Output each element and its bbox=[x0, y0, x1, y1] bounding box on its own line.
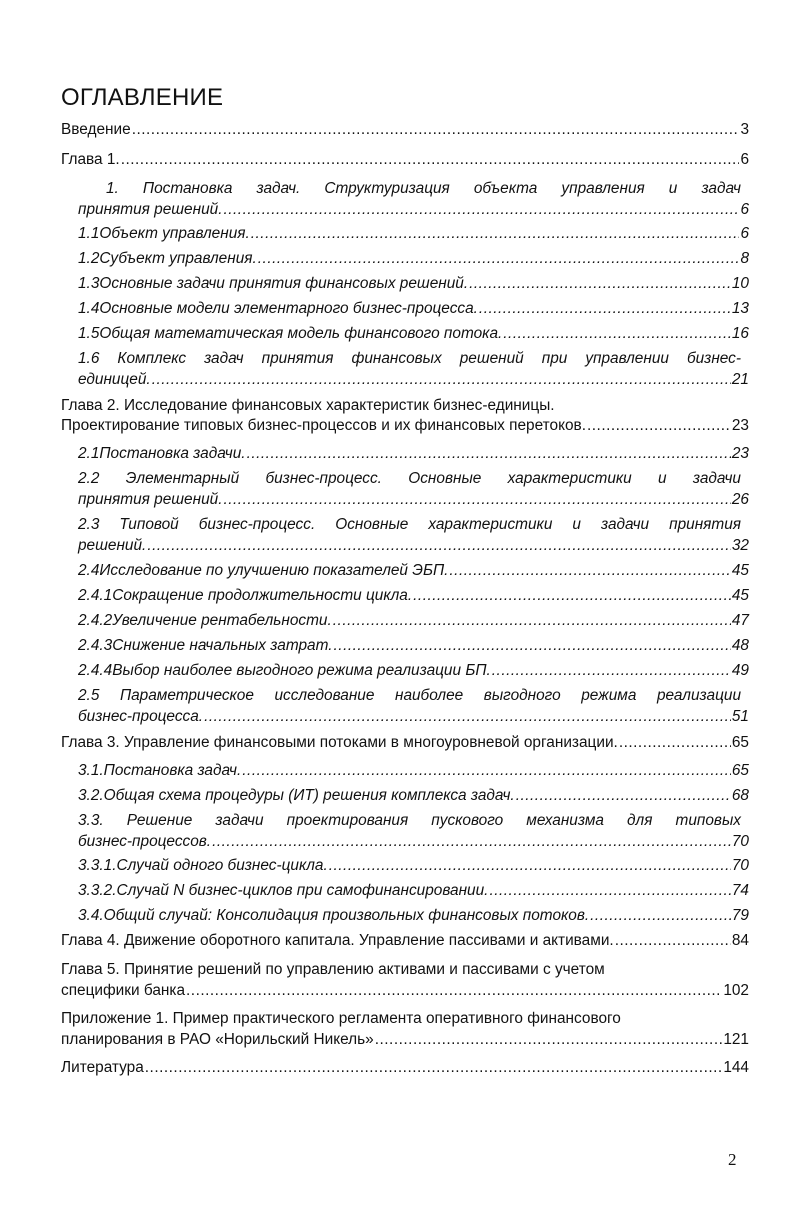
toc-entry-text: единицей. bbox=[78, 371, 151, 388]
toc-entry-1-2[interactable] bbox=[78, 249, 749, 269]
toc-entry-1-4[interactable] bbox=[78, 299, 749, 319]
section-number: 3.1. bbox=[78, 762, 104, 779]
toc-page-number: 13 bbox=[731, 300, 749, 317]
section-number: 2.4.3 bbox=[78, 637, 113, 654]
leader-dots bbox=[375, 1030, 723, 1050]
toc-entry-3-3-1[interactable] bbox=[78, 856, 749, 876]
leader-dots bbox=[212, 832, 731, 852]
section-number: 2.4.2 bbox=[78, 612, 113, 629]
toc-entry-3-3-2[interactable] bbox=[78, 881, 749, 901]
toc-entry-chapter-4[interactable] bbox=[61, 931, 749, 951]
toc-page-number: 23 bbox=[731, 445, 749, 462]
toc-entry-3-4[interactable] bbox=[78, 906, 749, 926]
leader-dots bbox=[147, 536, 731, 556]
toc-entry-appendix-1-line1[interactable] bbox=[61, 1009, 749, 1029]
toc-page-number: 68 bbox=[731, 787, 749, 804]
toc-entry-text: Случай N бизнес-циклов при самофинансировании. bbox=[116, 882, 489, 899]
toc-entry-2-4-1[interactable] bbox=[78, 586, 749, 606]
toc-entry-text: Глава 3. Управление финансовыми потоками в многоуровневой организации. bbox=[61, 734, 618, 751]
toc-entry-text: Проектирование типовых бизнес-процессов и их финансовых перетоков. bbox=[61, 417, 586, 434]
toc-entry-text: бизнес-процесса. bbox=[78, 708, 204, 725]
leader-dots bbox=[516, 786, 731, 806]
leader-dots bbox=[503, 324, 731, 344]
section-number: 2.4.1 bbox=[78, 587, 113, 604]
leader-dots bbox=[333, 611, 731, 631]
toc-entry-text: Глава 4. Движение оборотного капитала. Управление пассивами и активами. bbox=[61, 932, 614, 949]
toc-page-number: 48 bbox=[731, 637, 749, 654]
toc-entry-intro[interactable] bbox=[61, 120, 749, 140]
toc-page-number: 26 bbox=[731, 491, 749, 508]
toc-entry-text: Увеличение рентабельности. bbox=[112, 612, 332, 629]
toc-page-number: 45 bbox=[731, 562, 749, 579]
leader-dots bbox=[615, 931, 731, 951]
toc-page-number: 84 bbox=[731, 932, 749, 949]
leader-dots bbox=[258, 249, 740, 269]
leader-dots bbox=[334, 636, 731, 656]
toc-entry-text: Случай одного бизнес-цикла. bbox=[116, 857, 328, 874]
toc-entry-text: Исследование по улучшению показателей ЭБП. bbox=[99, 562, 449, 579]
toc-entry-1-5[interactable] bbox=[78, 324, 749, 344]
toc-page-number: 3 bbox=[740, 121, 749, 138]
toc-entry-text: Глава 2. Исследование финансовых характеристик бизнес-единицы. bbox=[61, 397, 555, 414]
toc-page-number: 6 bbox=[740, 151, 749, 168]
toc-entry-2-1[interactable] bbox=[78, 444, 749, 464]
toc-page-number: 45 bbox=[731, 587, 749, 604]
toc-entry-2-3-line1[interactable]: 2.3 Типовой бизнес-процесс. Основные характеристики и задачи принятия bbox=[78, 516, 741, 533]
section-number: 1.4 bbox=[78, 300, 100, 317]
leader-dots bbox=[186, 981, 722, 1001]
toc-entry-text: Сокращение продолжительности цикла. bbox=[112, 587, 413, 604]
toc-entry-text: Общая математическая модель финансового потока. bbox=[99, 325, 503, 342]
toc-entry-text: Введение bbox=[61, 121, 131, 138]
leader-dots bbox=[449, 561, 730, 581]
toc-page-number: 21 bbox=[731, 371, 749, 388]
toc-page-number: 144 bbox=[723, 1059, 749, 1076]
toc-entry-3-3-line1[interactable]: 3.3. Решение задачи проектирования пускового механизма для типовых bbox=[78, 812, 741, 829]
toc-page-number: 70 bbox=[731, 833, 749, 850]
toc-entry-2-4-3[interactable] bbox=[78, 636, 749, 656]
leader-dots bbox=[223, 200, 739, 220]
leader-dots bbox=[590, 906, 731, 926]
toc-page-number: 8 bbox=[740, 250, 749, 267]
leader-dots bbox=[492, 661, 731, 681]
section-number: 1.5 bbox=[78, 325, 100, 342]
toc-entry-2-2-line2[interactable] bbox=[78, 490, 749, 510]
leader-dots bbox=[479, 299, 731, 319]
toc-entry-text: Глава 1. bbox=[61, 151, 120, 168]
leader-dots bbox=[247, 444, 731, 464]
toc-page-number: 121 bbox=[723, 1031, 749, 1048]
toc-entry-2-4-2[interactable] bbox=[78, 611, 749, 631]
toc-page-number: 102 bbox=[723, 982, 749, 999]
section-number: 3.2. bbox=[78, 787, 104, 804]
toc-page-number: 16 bbox=[731, 325, 749, 342]
toc-entry-text: Снижение начальных затрат. bbox=[112, 637, 333, 654]
toc-entry-1-6-line2[interactable] bbox=[78, 370, 749, 390]
leader-dots bbox=[489, 881, 730, 901]
toc-entry-text: Основные модели элементарного бизнес-процесса. bbox=[99, 300, 478, 317]
toc-entry-1-line2[interactable] bbox=[78, 200, 749, 220]
leader-dots bbox=[587, 416, 731, 436]
toc-entry-chapter-2-line2[interactable] bbox=[61, 416, 749, 436]
toc-entry-2-5-line1[interactable]: 2.5 Параметрическое исследование наиболее выгодного режима реализации bbox=[78, 687, 741, 704]
toc-entry-text: Общий случай: Консолидация произвольных финансовых потоков. bbox=[103, 907, 590, 924]
section-number: 2.4.4 bbox=[78, 662, 113, 679]
toc-page-number: 6 bbox=[740, 225, 749, 242]
toc-entry-text: Глава 5. Принятие решений по управлению активами и пассивами с учетом bbox=[61, 961, 605, 978]
toc-page-number: 51 bbox=[731, 708, 749, 725]
toc-entry-text: бизнес-процессов. bbox=[78, 833, 212, 850]
toc-entry-text: Общая схема процедуры (ИТ) решения комплекса задач. bbox=[103, 787, 515, 804]
leader-dots bbox=[242, 761, 731, 781]
leader-dots bbox=[121, 150, 740, 170]
leader-dots bbox=[132, 120, 740, 140]
toc-entry-text: Субъект управления. bbox=[99, 250, 257, 267]
leader-dots bbox=[223, 490, 730, 510]
toc-entry-3-2[interactable] bbox=[78, 786, 749, 806]
toc-page-number: 65 bbox=[731, 762, 749, 779]
section-number: 3.3.2. bbox=[78, 882, 117, 899]
toc-entry-appendix-1-line2[interactable] bbox=[61, 1030, 749, 1050]
section-number: 1.2 bbox=[78, 250, 100, 267]
toc-entry-text: Литература bbox=[61, 1059, 144, 1076]
toc-entry-3-1[interactable] bbox=[78, 761, 749, 781]
toc-entry-text: Постановка задачи. bbox=[99, 445, 246, 462]
toc-entry-1-1[interactable] bbox=[78, 224, 749, 244]
section-number: 3.3.1. bbox=[78, 857, 117, 874]
leader-dots bbox=[152, 370, 731, 390]
toc-page-number: 10 bbox=[731, 275, 749, 292]
toc-entry-literature[interactable] bbox=[61, 1058, 749, 1078]
toc-entry-text: принятия решений. bbox=[78, 201, 223, 218]
toc-entry-text: Постановка задач. bbox=[103, 762, 242, 779]
leader-dots bbox=[413, 586, 731, 606]
toc-page-number: 49 bbox=[731, 662, 749, 679]
leader-dots bbox=[204, 707, 731, 727]
toc-page-number: 23 bbox=[731, 417, 749, 434]
toc-entry-text: решений. bbox=[78, 537, 147, 554]
toc-entry-text: принятия решений. bbox=[78, 491, 223, 508]
toc-entry-chapter-1[interactable] bbox=[61, 150, 749, 170]
toc-entry-chapter-5-line2[interactable] bbox=[61, 981, 749, 1001]
toc-entry-2-3-line2[interactable] bbox=[78, 536, 749, 556]
toc-entry-chapter-2-line1[interactable] bbox=[61, 396, 749, 416]
toc-page-number: 79 bbox=[731, 907, 749, 924]
toc-entry-text: Выбор наиболее выгодного режима реализации БП. bbox=[112, 662, 491, 679]
toc-page-number: 70 bbox=[731, 857, 749, 874]
toc-heading: ОГЛАВЛЕНИЕ bbox=[61, 84, 224, 111]
toc-entry-chapter-3[interactable] bbox=[61, 733, 749, 753]
toc-page-number: 74 bbox=[731, 882, 749, 899]
leader-dots bbox=[619, 733, 731, 753]
toc-entry-text: Объект управления. bbox=[99, 225, 250, 242]
toc-entry-2-4[interactable] bbox=[78, 561, 749, 581]
section-number: 1.1 bbox=[78, 225, 100, 242]
toc-page-number: 32 bbox=[731, 537, 749, 554]
page-number: 2 bbox=[728, 1150, 737, 1169]
toc-entry-text: специфики банка bbox=[61, 982, 186, 999]
toc-entry-2-4-4[interactable] bbox=[78, 661, 749, 681]
toc-entry-1-line1[interactable]: 1. Постановка задач. Структуризация объекта управления и задач bbox=[106, 180, 741, 197]
section-number: 1.3 bbox=[78, 275, 100, 292]
toc-entry-text: Основные задачи принятия финансовых решений. bbox=[99, 275, 469, 292]
toc-page-number: 65 bbox=[731, 734, 749, 751]
leader-dots bbox=[469, 274, 731, 294]
section-number: 3.4. bbox=[78, 907, 104, 924]
toc-entry-2-2-line1[interactable]: 2.2 Элементарный бизнес-процесс. Основные характеристики и задачи bbox=[78, 470, 741, 487]
section-number: 2.1 bbox=[78, 445, 100, 462]
toc-entry-2-5-line2[interactable] bbox=[78, 707, 749, 727]
section-number: 2.4 bbox=[78, 562, 100, 579]
toc-entry-3-3-line2[interactable] bbox=[78, 832, 749, 852]
toc-entry-1-3[interactable] bbox=[78, 274, 749, 294]
toc-entry-1-6-line1[interactable]: 1.6 Комплекс задач принятия финансовых решений при управлении бизнес- bbox=[78, 350, 741, 367]
leader-dots bbox=[145, 1058, 723, 1078]
toc-page-number: 6 bbox=[740, 201, 749, 218]
toc-entry-chapter-5-line1[interactable] bbox=[61, 960, 749, 980]
toc-entry-text: Приложение 1. Пример практического регламента оперативного финансового bbox=[61, 1010, 621, 1027]
toc-entry-text: планирования в РАО «Норильский Никель» bbox=[61, 1031, 374, 1048]
leader-dots bbox=[251, 224, 740, 244]
leader-dots bbox=[329, 856, 731, 876]
toc-page-number: 47 bbox=[731, 612, 749, 629]
